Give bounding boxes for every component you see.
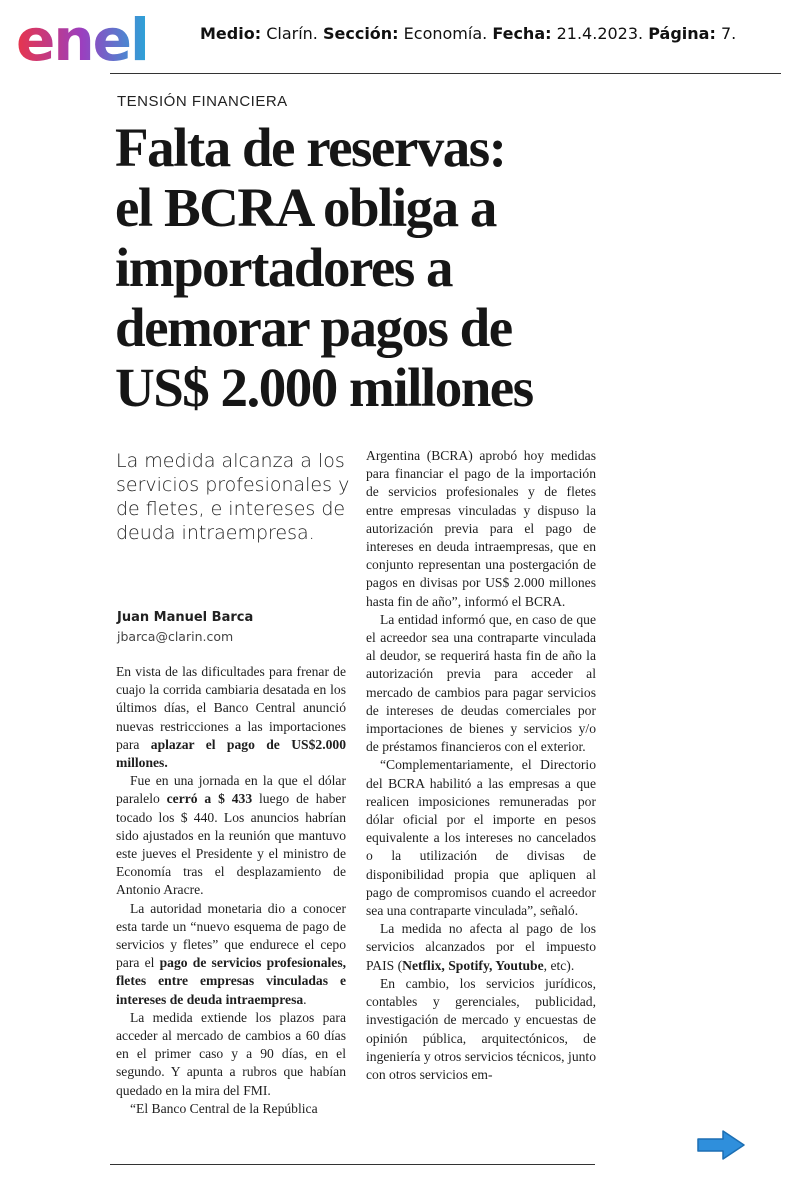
author-name: Juan Manuel Barca: [117, 610, 254, 625]
medio-value: Clarín.: [266, 24, 318, 43]
fecha-value: 21.4.2023.: [556, 24, 644, 43]
enel-logo: [16, 4, 181, 68]
paragraph: En cambio, los servicios jurídicos, contables y gerenciales, publicidad, investigación de mercado y encuestas de opinión pública, arquitectónicos, de ingeniería y otros servicios técnicos, junto con otros servicios em-: [366, 975, 596, 1082]
header-divider: [110, 73, 781, 74]
paragraph: En vista de las dificultades para frenar de cuajo la corrida cambiaria desatada en los últimos días, el Banco Central anunció nuevas restricciones a las importaciones para aplazar el pago de US$2.000 millones.: [116, 664, 346, 771]
logo-wordmark: enel: [16, 6, 148, 68]
headline-line: importadores a: [115, 237, 452, 298]
paragraph: La medida no afecta al pago de los servicios alcanzados por el impuesto PAIS (Netflix, Spotify, Youtube, etc).: [366, 921, 596, 973]
headline-line: demorar pagos de: [115, 297, 512, 358]
paragraph: Fue en una jornada en la que el dólar paralelo cerró a $ 433 luego de haber tocado los $ 440. Los anuncios habrían sido ajustados en la reunión que mantuvo este jueves el Presidente y el ministro de Economía tras el desplazamiento de Antonio Aracre.: [116, 773, 346, 898]
paragraph: La entidad informó que, en caso de que el acreedor sea una contraparte vinculada al deudor, se requerirá hasta fin de año la autorización previa para acceder al mercado de cambios para pagar servicios de intereses de deudas comerciales por importaciones de bienes y servicios y/o de préstamos financieros con el exterior.: [366, 611, 596, 755]
paragraph: La autoridad monetaria dio a conocer esta tarde un “nuevo esquema de pago de servicios y fletes” que endurece el cepo para el pago de servicios profesionales, fletes entre empresas vinculadas e intereses de deuda intraempresa.: [116, 900, 347, 1007]
article-column-1: [116, 663, 346, 1118]
headline-line: el BCRA obliga a: [115, 177, 496, 238]
article-headline: [115, 118, 615, 418]
paragraph: La medida extiende los plazos para acceder al mercado de cambios a 60 días en el primer caso y a 90 días, en el segundo. Y apunta a rubros que habían quedado en la mira del FMI.: [116, 1009, 346, 1098]
paragraph: Argentina (BCRA) aprobó hoy medidas para financiar el pago de la importación de servicios profesionales y de fletes entre empresas vinculadas y dispuso la autorización previa para el pago de intereses en deuda intraempresas, que en conjunto representan una postergación de pagos en divisas por US$ 2.000 millones hasta fin de año”, informó el BCRA.: [366, 448, 596, 609]
footer-divider: [110, 1164, 595, 1165]
paragraph: “Complementariamente, el Directorio del BCRA habilitó a las empresas a que realicen imposiciones remuneradas por dólar oficial por el importe en pesos equivalente a los intereses no cancelados o la utilización de divisas de disponibilidad propia que apliquen al pago de compromisos cuando el acreedor sea una contraparte vinculada”, señaló.: [366, 757, 596, 919]
arrow-right-icon[interactable]: [695, 1128, 747, 1162]
headline-line: Falta de reservas:: [115, 117, 506, 178]
press-meta: Medio: Clarín. Sección: Economía. Fecha: 21.4.2023. Página: 7.: [200, 24, 737, 43]
seccion-value: Economía.: [403, 24, 488, 43]
article-kicker: TENSIÓN FINANCIERA: [117, 93, 288, 110]
author-email: jbarca@clarin.com: [117, 629, 234, 644]
pagina-value: 7.: [720, 24, 737, 43]
headline-line: US$ 2.000 millones: [115, 357, 533, 418]
paragraph: “El Banco Central de la República: [130, 1100, 318, 1116]
article-column-2: [366, 447, 596, 1084]
article-deck: La medida alcanza a los servicios profesionales y de fletes, e intereses de deuda intraempresa.: [116, 450, 350, 544]
